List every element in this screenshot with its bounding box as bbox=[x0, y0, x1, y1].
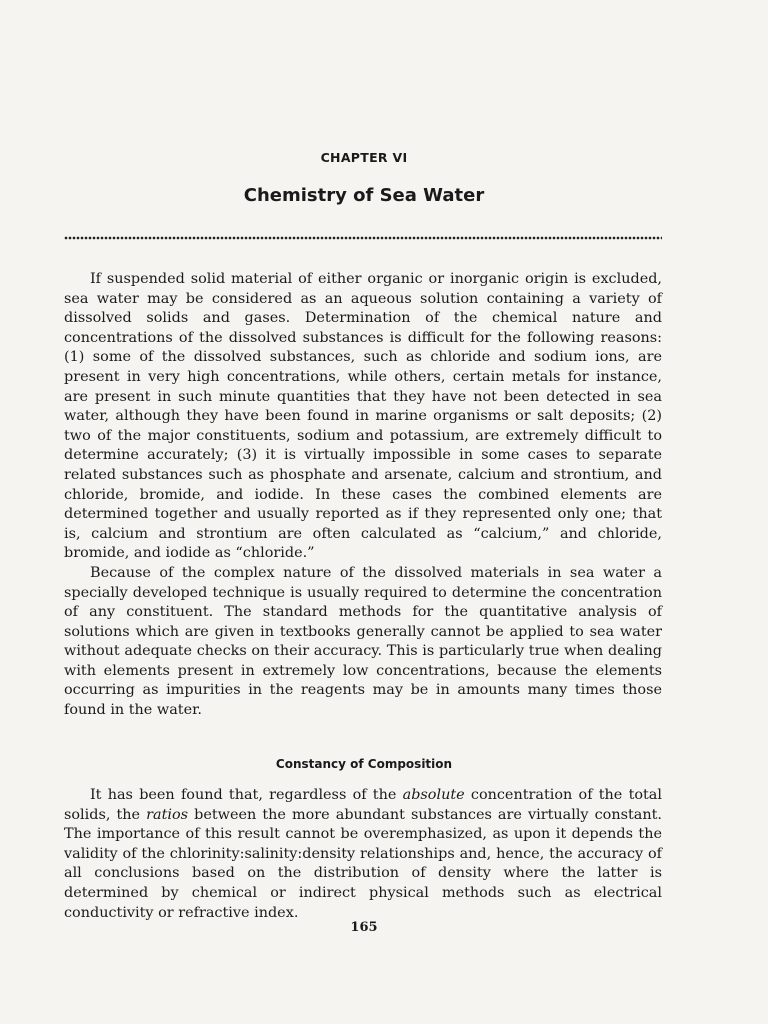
section-text bbox=[64, 786, 662, 923]
paragraph-technique: Because of the complex nature of the dissolved materials in sea water a specially developed technique is usually required to determine the concentration of any constituent. The standard methods for the quantitative analysis of solutions which are given in textbooks generally cannot be applied to sea water without adequate checks on their accuracy. This is particularly true when dealing with elements present in extremely low concentrations, because the elements occurring as impurities in the reagents may be in amounts many times those found in the water. bbox=[64, 564, 662, 719]
paragraph-intro: If suspended solid material of either organic or inorganic origin is excluded, sea water may be considered as an aqueous solution containing a variety of dissolved solids and gases. Determination of the chemical nature and concentrations of the dissolved substances is difficult for the following reasons: (1) some of the dissolved substances, such as chloride and sodium ions, are present in very high concentrations, while others, certain metals for instance, are present in such minute quantities that they have not been detected in sea water, although they have been found in marine organisms or salt deposits; (2) two of the major constituents, sodium and potassium, are extremely difficult to determine accurately; (3) it is virtually impossible in some cases to separate related substances such as phosphate and arsenate, calcium and strontium, and chloride, bromide, and iodide. In these cases the combined elements are determined together and usually reported as if they represented only one; that is, calcium and strontium are often calculated as “calcium,” and chloride, bromide, and iodide as “chloride.” bbox=[64, 271, 662, 562]
page-number: 165 bbox=[350, 920, 378, 935]
section-heading: Constancy of Composition bbox=[275, 757, 453, 771]
chapter-label: CHAPTER VI bbox=[320, 150, 408, 165]
text-run: between the more abundant substances are virtually constant. The importance of this result cannot be overemphasized, as upon it depends the validity of the chlorinity:salinity:density relationships and, hence, the accuracy of all conclusions based on the distribution of density where the latter is determined by chemical or indirect physical methods such as electrical conductivity or refractive index. bbox=[64, 806, 662, 921]
emphasis-absolute: absolute bbox=[402, 787, 465, 803]
chapter-title: Chemistry of Sea Water bbox=[243, 185, 485, 206]
text-run: concentration of the total solids, the bbox=[64, 787, 662, 823]
text-run: It has been found that, regardless of the bbox=[90, 787, 403, 803]
intro-text bbox=[64, 270, 662, 721]
dotted-rule bbox=[64, 235, 662, 241]
paragraph-constancy bbox=[64, 786, 662, 923]
emphasis-ratios: ratios bbox=[146, 806, 189, 823]
